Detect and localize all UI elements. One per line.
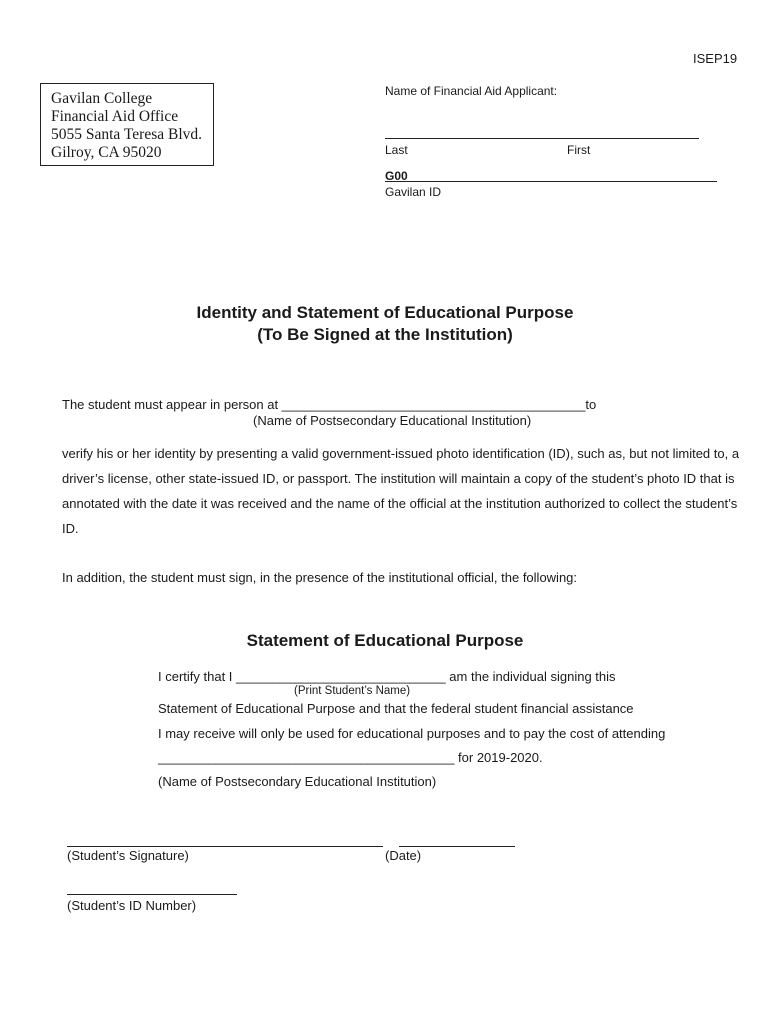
address-line-3: 5055 Santa Teresa Blvd. [51, 126, 203, 143]
address-line-2: Financial Aid Office [51, 108, 179, 125]
statement-line-5: (Name of Postsecondary Educational Institution) [158, 774, 437, 789]
page-subtitle: (To Be Signed at the Institution) [257, 325, 513, 344]
page-title: Identity and Statement of Educational Purpose [196, 303, 574, 322]
address-line-4: Gilroy, CA 95020 [51, 144, 162, 161]
intro-line: The student must appear in person at __________________________________________to [62, 397, 597, 412]
last-name-label: Last [385, 143, 408, 157]
applicant-name-label: Name of Financial Aid Applicant: [385, 84, 558, 98]
student-id-label: (Student’s ID Number) [67, 898, 197, 913]
statement-heading: Statement of Educational Purpose [246, 631, 524, 650]
address-line-1: Gavilan College [51, 90, 153, 107]
gavilan-id-line[interactable] [385, 181, 717, 182]
gavilan-id-prefix: G00 [385, 169, 408, 183]
intro-institution-caption: (Name of Postsecondary Educational Institution) [253, 413, 532, 428]
form-code: ISEP19 [693, 51, 738, 66]
statement-line-1: I certify that I _____________________________ am the individual signing this [158, 669, 616, 684]
first-name-label: First [567, 143, 591, 157]
statement-line-2: Statement of Educational Purpose and that the federal student financial assistance [158, 701, 634, 716]
statement-line-3: I may receive will only be used for educational purposes and to pay the cost of attending [158, 726, 666, 741]
addition-line: In addition, the student must sign, in the presence of the institutional official, the following: [62, 570, 578, 585]
statement-line-4: _________________________________________ for 2019-2020. [158, 750, 543, 765]
applicant-name-line[interactable] [385, 138, 699, 139]
identity-paragraph: verify his or her identity by presenting a valid government-issued photo identification (ID), such as, but not limited to, a driver’s license, other state-issued ID, or passport. The institution will maintain a copy of the student’s photo ID that is annotated with the date it was received and the name of the official at the institution authorized to collect the student’s ID. [62, 446, 740, 536]
date-label: (Date) [385, 848, 422, 863]
address-box [40, 83, 214, 166]
student-id-line[interactable] [67, 894, 237, 895]
signature-label: (Student’s Signature) [67, 848, 189, 863]
signature-line[interactable] [67, 846, 383, 847]
print-name-caption: (Print Student’s Name) [294, 685, 411, 697]
gavilan-id-label: Gavilan ID [385, 185, 442, 199]
date-line[interactable] [399, 846, 515, 847]
